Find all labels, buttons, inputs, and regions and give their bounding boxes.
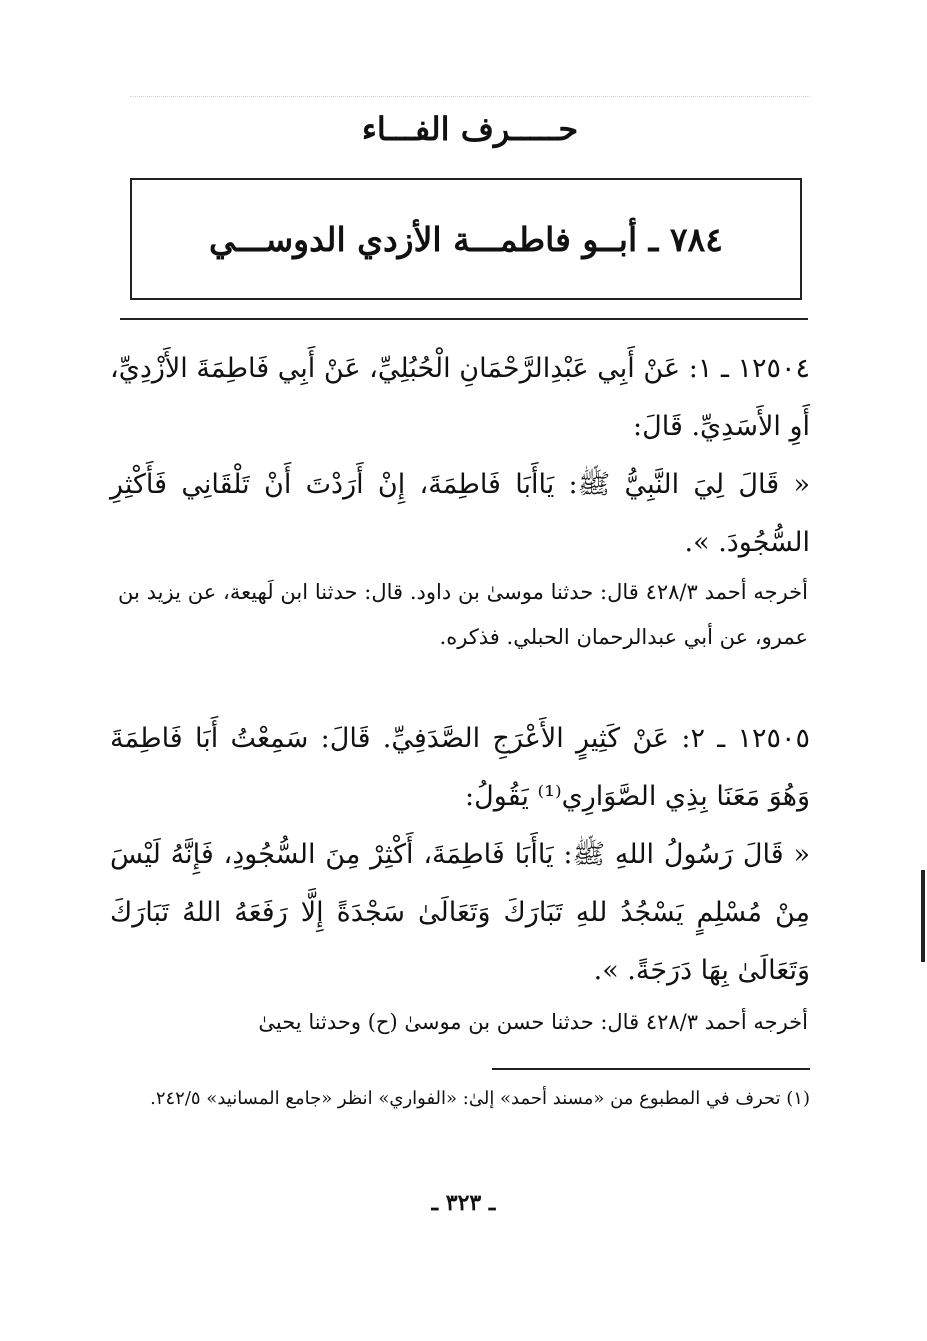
header-dotted-line bbox=[130, 96, 810, 101]
hadith-1-isnad: ١٢٥٠٤ ـ ١: عَنْ أَبِي عَبْدِالرَّحْمَانِ الْحُبُلِيِّ، عَنْ أَبِي فَاطِمَةَ الأَزْدِيِّ، أَوِ الأَسَدِيِّ. قَالَ: bbox=[110, 353, 811, 442]
footnote: (١) تحرف في المطبوع من «مسند أحمد» إلىٰ: «الفواري» انظر «جامع المسانيد» ٢٤٢/٥. bbox=[150, 1088, 810, 1109]
hadith-1-takhrij: أخرجه أحمد ٤٢٨/٣ قال: حدثنا موسىٰ بن داود. قال: حدثنا ابن لَهيعة، عن يزيد بن عمرو، عن أبي عبدالرحمان الحبلي. فذكره. bbox=[118, 580, 808, 649]
separator-rule bbox=[120, 318, 808, 320]
entry-title: ٧٨٤ ـ أبــو فاطمـــة الأزدي الدوســـي bbox=[209, 220, 723, 259]
hadith-2-takhrij: أخرجه أحمد ٤٢٨/٣ قال: حدثنا حسن بن موسىٰ (ح) وحدثنا يحيىٰ bbox=[258, 1010, 808, 1034]
section-title: حـــــرف الفـــاء bbox=[361, 110, 579, 148]
hadith-1-matn: « قَالَ لِيَ النَّبِيُّ ﷺ: يَاأَبَا فَاطِمَةَ، إِنْ أَرَدْتَ أَنْ تَلْقَانِي فَأَكْثِرِ السُّجُودَ. ». bbox=[110, 469, 810, 558]
hadith-2-matn: « قَالَ رَسُولُ اللهِ ﷺ: يَاأَبَا فَاطِمَةَ، أَكْثِرْ مِنَ السُّجُودِ، فَإِنَّهُ لَيْسَ مِنْ مُسْلِمٍ يَسْجُدُ للهِ تَبَارَكَ وَتَعَالَىٰ سَجْدَةً إِلَّا رَفَعَهُ اللهُ تَبَارَكَ وَتَعَالَىٰ بِهَا دَرَجَةً. ». bbox=[110, 839, 810, 986]
hadith-2 bbox=[110, 710, 810, 1000]
page-number: ـ ٣٢٣ ـ bbox=[431, 1190, 496, 1216]
footnote-rule bbox=[492, 1068, 810, 1070]
hadith-2-isnad: ١٢٥٠٥ ـ ٢: عَنْ كَثِيرٍ الأَعْرَجِ الصَّدَفِيِّ. قَالَ: سَمِعْتُ أَبَا فَاطِمَةَ وَهُوَ مَعَنَا بِذِي الصَّوَارِي⁽¹⁾ يَقُولُ: bbox=[110, 723, 811, 812]
scan-edge-mark bbox=[921, 870, 925, 962]
hadith-1 bbox=[110, 340, 810, 572]
entry-title-box bbox=[130, 178, 802, 300]
